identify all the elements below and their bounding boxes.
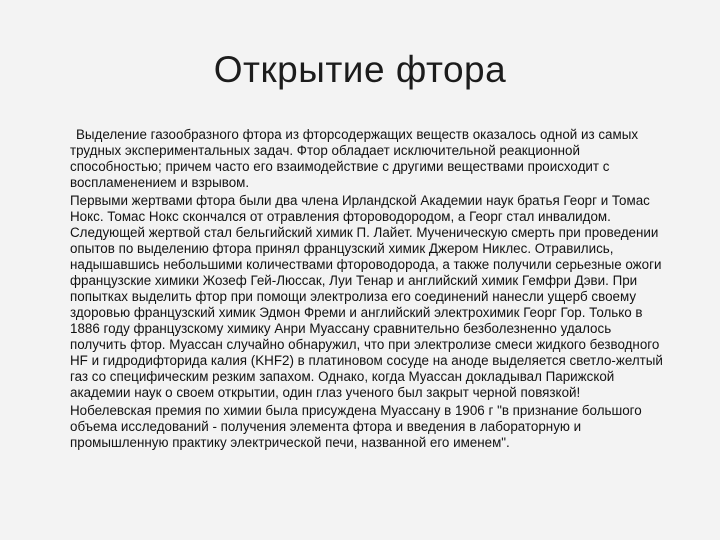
slide-body xyxy=(70,127,670,451)
paragraph-intro: Выделение газообразного фтора из фторсодержащих веществ оказалось одной из самых трудных экспериментальных задач. Фтор обладает исключительной реакционной способностью; причем часто его взаимодействие с другими веществами происходит с воспламенением и взрывом. xyxy=(70,127,639,190)
paragraph-victims: Первыми жертвами фтора были два члена Ирландской Академии наук братья Георг и Томас Нокс. Томас Нокс скончался от отравления фтороводородом, а Георг стал инвалидом. Следующей жертвой стал бельгийский химик П. Лайет. Мученическую смерть при проведении опытов по выделению фтора принял французский химик Джером Никлес. Отравились, надышавшись небольшими количествами фтороводорода, а также получили серьезные ожоги французские химики Жозеф Гей-Люссак, Луи Тенар и английский химик Гемфри Дэви. При попытках выделить фтор при помощи электролиза его соединений нанесли ущерб своему здоровью французский химик Эдмон Фреми и английский электрохимик Георг Гор. Только в 1886 году французскому химику Анри Муассану сравнительно безболезненно удалось получить фтор. Муассан случайно обнаружил, что при электролизе смеси жидкого безводного HF и гидродифторида калия (KHF2) в платиновом сосуде на аноде выделяется светло-желтый газ со специфическим резким запахом. Однако, когда Муассан докладывал Парижской академии наук о своем открытии, один глаз ученого был закрыт черной повязкой! xyxy=(70,193,663,400)
slide-title: Открытие фтора xyxy=(213,49,507,90)
paragraph-nobel: Нобелевская премия по химии была присуждена Муассану в 1906 г "в признание большого объема исследований - получения элемента фтора и введения в лабораторную и промышленную практику электрической печи, названной его именем". xyxy=(70,403,642,450)
